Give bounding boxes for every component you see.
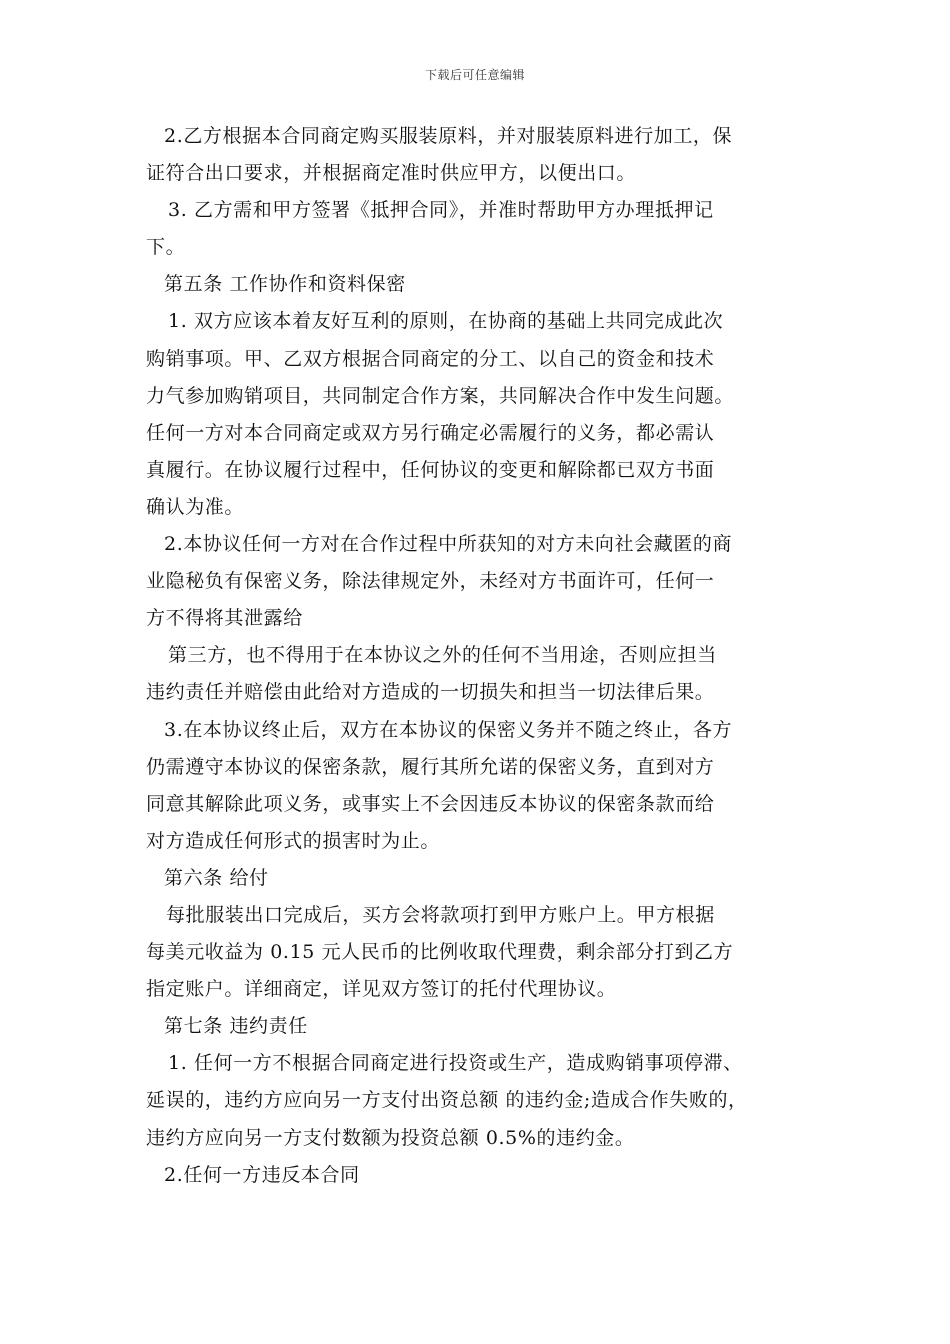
paragraph-line: 仍需遵守本协议的保密条款，履行其所允诺的保密义务，直到对方 xyxy=(146,755,715,778)
paragraph-line: 对方造成任何形式的损害时为止。 xyxy=(146,829,441,852)
paragraph-line: 违约方应向另一方支付数额为投资总额 0.5%的违约金。 xyxy=(146,1126,635,1149)
paragraph-line: 3. 乙方需和甲方签署《抵押合同》，并准时帮助甲方办理抵押记 xyxy=(168,199,714,222)
paragraph-line: 下。 xyxy=(146,236,186,259)
paragraph-line: 1. 双方应该本着友好互利的原则，在协商的基础上共同完成此次 xyxy=(168,310,724,333)
paragraph-line: 2.乙方根据本合同商定购买服装原料，并对服装原料进行加工，保 xyxy=(164,125,733,147)
paragraph-line: 延误的，违约方应向另一方支付出资总额 的违约金;造成合作失败的， xyxy=(146,1089,748,1112)
paragraph-line: 1. 任何一方不根据合同商定进行投资或生产，造成购销事项停滞、 xyxy=(168,1052,743,1075)
paragraph-line: 同意其解除此项义务，或事实上不会因违反本协议的保密条款而给 xyxy=(146,792,715,815)
paragraph-line: 业隐秘负有保密义务，除法律规定外，未经对方书面许可，任何一 xyxy=(146,570,715,593)
paragraph-line: 力气参加购销项目，共同制定合作方案，共同解决合作中发生问题。 xyxy=(146,384,735,407)
paragraph-line: 购销事项。甲、乙双方根据合同商定的分工、以自己的资金和技术 xyxy=(146,347,715,370)
paragraph-line: 每批服装出口完成后，买方会将款项打到甲方账户上。甲方根据 xyxy=(166,903,715,926)
page-header: 下载后可任意编辑 xyxy=(424,68,525,82)
paragraph-line: 任何一方对本合同商定或双方另行确定必需履行的义务，都必需认 xyxy=(146,421,715,444)
paragraph-line: 违约责任并赔偿由此给对方造成的一切损失和担当一切法律后果。 xyxy=(146,681,715,704)
paragraph-line: 每美元收益为 0.15 元人民币的比例收取代理费，剩余部分打到乙方 xyxy=(146,941,734,964)
paragraph-line: 真履行。在协议履行过程中，任何协议的变更和解除都已双方书面 xyxy=(146,458,715,481)
paragraph-line: 确认为准。 xyxy=(146,495,245,518)
section-heading: 第六条 给付 xyxy=(164,866,269,889)
paragraph-line: 2.任何一方违反本合同 xyxy=(164,1163,360,1186)
paragraph-line: 方不得将其泄露给 xyxy=(146,607,303,630)
document-body xyxy=(146,118,826,1194)
paragraph-line: 2.本协议任何一方对在合作过程中所获知的对方未向社会藏匿的商 xyxy=(164,533,733,556)
paragraph-line: 3.在本协议终止后，双方在本协议的保密义务并不随之终止，各方 xyxy=(164,718,733,741)
paragraph-line: 证符合出口要求，并根据商定准时供应甲方，以便出口。 xyxy=(146,162,637,185)
section-heading: 第五条 工作协作和资料保密 xyxy=(164,273,406,296)
paragraph-line: 指定账户。详细商定，详见双方签订的托付代理协议。 xyxy=(146,978,617,1001)
section-heading: 第七条 违约责任 xyxy=(164,1015,308,1038)
paragraph-line: 第三方，也不得用于在本协议之外的任何不当用途，否则应担当 xyxy=(168,644,717,667)
